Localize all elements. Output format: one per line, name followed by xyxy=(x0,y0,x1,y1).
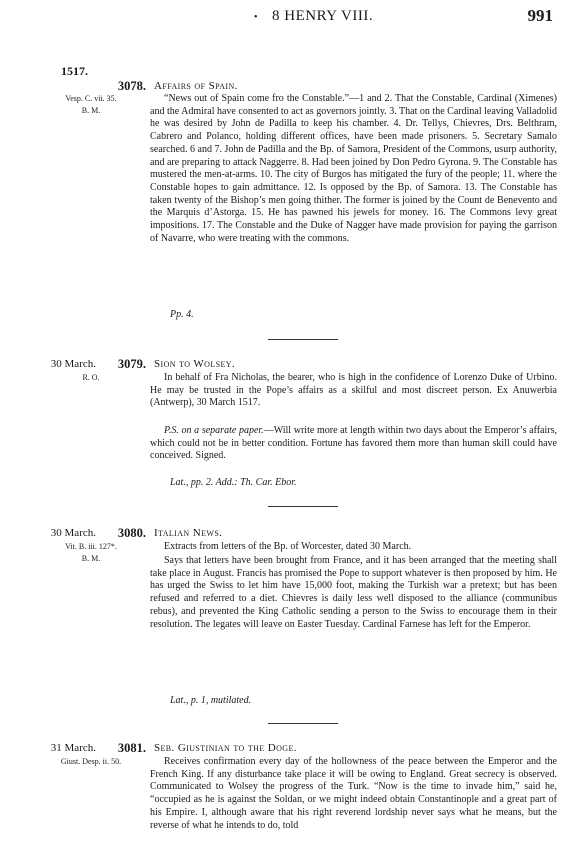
entry-title: Seb. Giustinian to the Doge. xyxy=(154,742,297,754)
postscript-lead: P.S. on a separate paper. xyxy=(164,425,264,436)
entry-number: 3081. xyxy=(117,741,146,755)
entry-title: Affairs of Spain. xyxy=(154,80,238,92)
entry-reference: R. O. xyxy=(82,373,100,382)
entry-subscript: Pp. 4. xyxy=(170,309,194,320)
entry-subscript: Lat., pp. 2. Add.: Th. Car. Ebor. xyxy=(170,477,297,488)
entry-reference: Vesp. C. vii. 35. B. M. xyxy=(65,94,117,115)
entry-number: 3080. xyxy=(117,526,146,540)
entry-body: Says that letters have been brought from France, and it has been arranged that the meeting shall take place in August. Francis has promised the Pope to support whatever is then proposed by him. He has urged the Swiss to let him have 15,000 foot, making the Turkish war a pretext; but has been refused and referred to a diet. Chievres is daily less well disposed to the alliance (communibus rebus), and prevented the King Catholic sending a person to the Swiss to encourage them in their resolution. The legates will leave on Easter Tuesday. Cardinal Farnese has left for the Emperor. xyxy=(150,555,557,630)
year-heading: 1517. xyxy=(61,64,88,78)
entry-body: In behalf of Fra Nicholas, the bearer, who is high in the confidence of Lorenzo Duke of Urbino. He may be trusted in the Pope’s affairs as a skilful and most discreet person. Ex Anuwerbia (Antwerp), 30 March 1517. xyxy=(150,372,557,409)
running-title: 8 HENRY VIII. xyxy=(272,8,374,24)
entry-postscript xyxy=(150,425,557,463)
postscript-text: —Will write more at length within two days about the Emperor’s affairs, which could not be in better condition. Fortune has favored them more than human skill could have conceived. Signed. xyxy=(150,425,557,462)
entry-number: 3078. xyxy=(117,79,146,93)
page-number: 991 xyxy=(527,6,553,25)
entry-date: 31 March. xyxy=(50,742,96,754)
entry-date: 30 March. xyxy=(50,358,96,370)
entry-divider xyxy=(268,723,338,724)
entry-date: 30 March. xyxy=(50,527,96,539)
header-bullet: • xyxy=(254,12,258,23)
entry-reference: Giust. Desp. ii. 50. xyxy=(60,757,122,766)
entry-number: 3079. xyxy=(117,357,146,371)
entry-divider xyxy=(268,339,338,340)
entry-reference: Vit. B. iii. 127*. B. M. xyxy=(65,542,117,563)
entry-divider xyxy=(268,506,338,507)
entry-body: Receives confirmation every day of the hollowness of the peace between the Emperor and the French King. If any disturbance take place it will be owing to England. Great secrecy is observed. Communicated to Wolsey the progress of the Turk. “Now is the time to invade him,” said he, “occupied as he is against the Soldan, or we might indeed obtain Constantinople and a great part of his Empire. I, although aware that his right reverend lordship never says what he means, but the reverse of what he intends to do, told xyxy=(150,756,557,831)
entry-title: Sion to Wolsey. xyxy=(154,358,236,370)
entry-title: Italian News. xyxy=(154,527,223,539)
entry-body: “News out of Spain come fro the Constable.”—1 and 2. That the Constable, Cardinal (Ximenes) and the Admiral have consented to act as governors jointly. 3. That on the Cardinal leaving Valladolid he was desired by John de Padilla to keep his chamber. 4. Dr. Tellys, Chievres, Drs. Belthram, Cabrero and Polanco, holding different offices, have been made prisoners. 5. Secretary Samalo searched. 6 and 7. John de Padilla and the Bp. of Samora, President of the Commons, usurp authority, and are preparing to attack Naggerre. 8. Had been joined by Don Pedro Gyrona. 9. The Constable has mustered the men-at-arms. 10. The city of Burgos has mitigated the fury of the people; 11. where the Constable hopes to gain admittance. 12. Is opposed by the Bp. of Samora. 13. The Constable has taken twenty of the Bishop’s men going thither. The former is joined by the Count de Benevento and the Marquis d’Astorga. 15. He has pawned his jewels for money. 16. The Commons levy great impositions. 17. The Constable and the Duke of Nagger have made provision for paying the garrison of Navarre, who were treating with the commons. xyxy=(150,93,557,244)
running-header xyxy=(0,6,567,32)
entry-subscript: Lat., p. 1, mutilated. xyxy=(170,695,252,706)
entry-intro: Extracts from letters of the Bp. of Worcester, dated 30 March. xyxy=(164,541,412,552)
